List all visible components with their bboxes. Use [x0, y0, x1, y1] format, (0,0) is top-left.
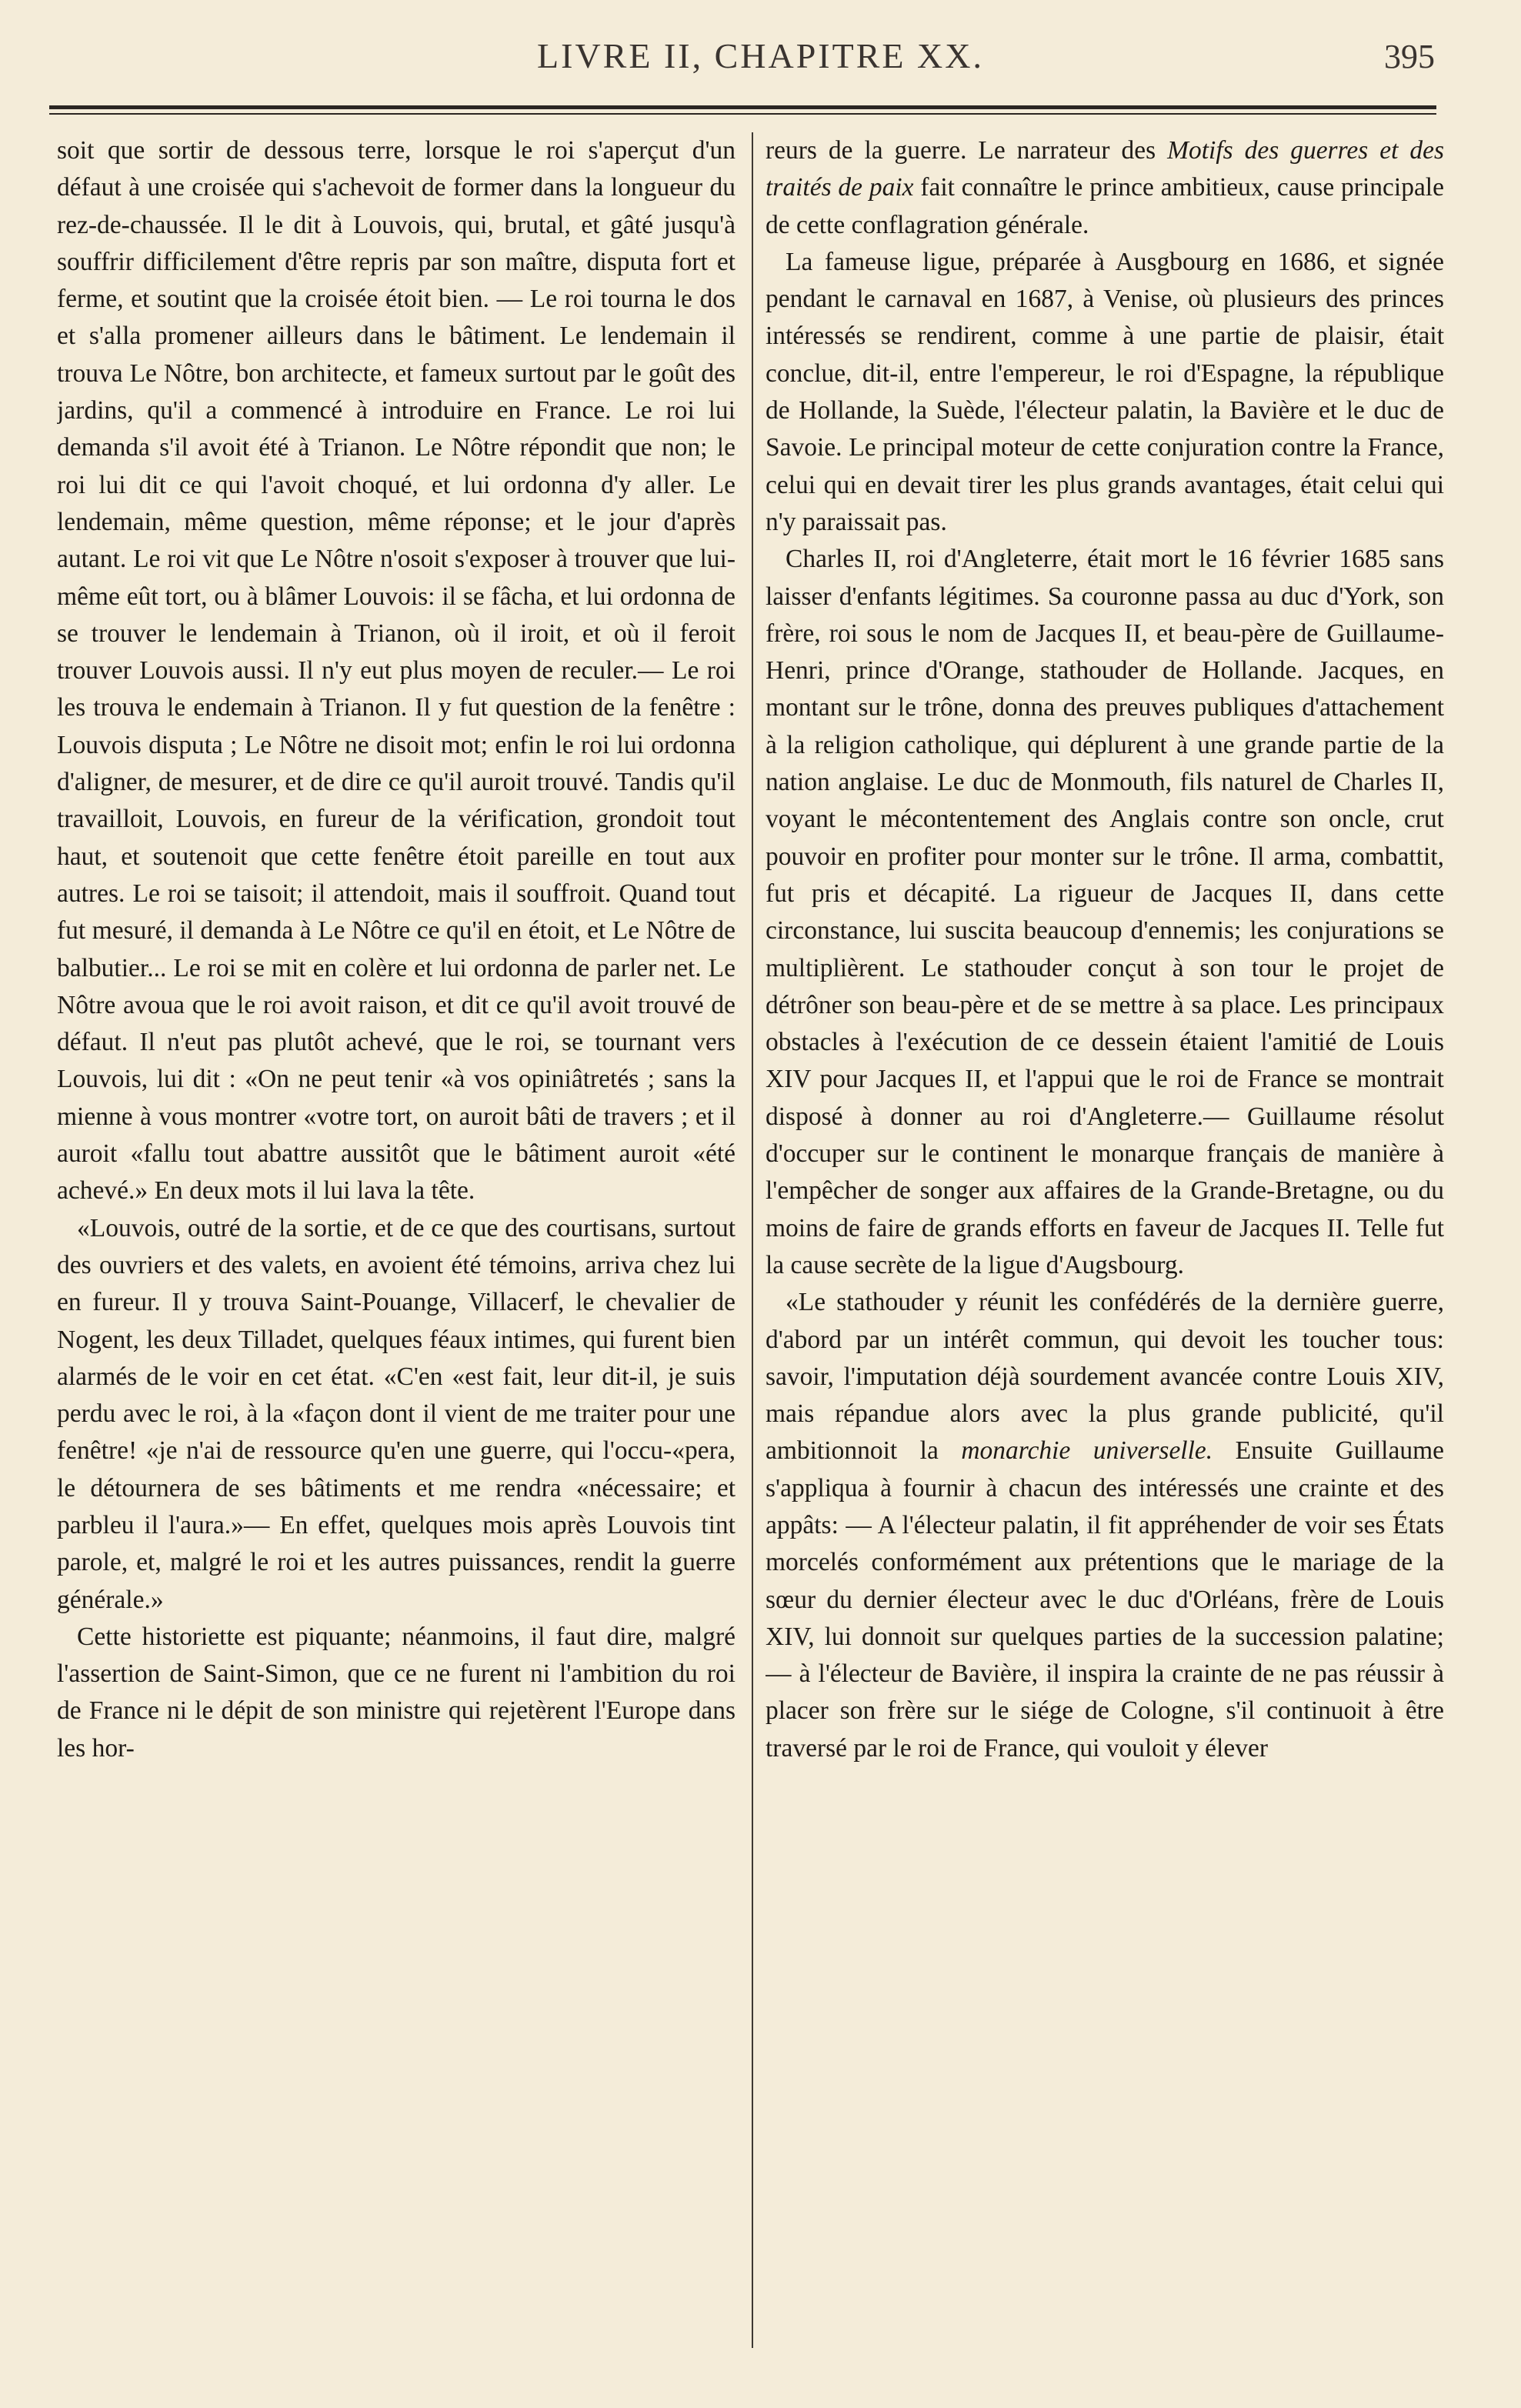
running-title: LIVRE II, CHAPITRE XX. [537, 36, 984, 75]
right-paragraph-3: Charles II, roi d'Angleterre, était mort le 16 février 1685 sans laisser d'enfants légitimes. Sa couronne passa au duc d'York, son frère, roi sous le nom de Jacques II, et beau-père de Guillaume-Henri, prince d'Orange, stathouder de Hollande. Jacques, en montant sur le trône, donna des preuves publiques d'attachement à la religion catholique, qui déplurent à une grande partie de la nation anglaise. Le duc de Monmouth, fils naturel de Charles II, voyant le mécontentement des Anglais contre son oncle, crut pouvoir en profiter pour monter sur le trône. Il arma, combattit, fut pris et décapité. La rigueur de Jacques II, dans cette circonstance, lui suscita beaucoup d'ennemis; les conjurations se multiplièrent. Le stathouder conçut à son tour le projet de détrôner son beau-père et de se mettre à sa place. Les principaux obstacles à l'exécution de ce dessein étaient l'amitié de Louis XIV pour Jacques II, et l'appui que le roi de France se montrait disposé à donner au roi d'Angleterre.— Guillaume résolut d'occuper sur le continent le monarque français de manière à l'empêcher de songer aux affaires de la Grande-Bretagne, ou du moins de faire de grands efforts en faveur de Jacques II. Telle fut la cause secrète de la ligue d'Augsbourg. [766, 545, 1444, 1279]
monarchie-italic: monarchie universelle. [961, 1436, 1213, 1466]
header-rule-thick [49, 105, 1436, 109]
right-paragraph-4 [766, 1284, 1444, 1767]
right-paragraph-1-text-a: reurs de la guerre. Le narrateur des [766, 136, 1168, 165]
right-paragraph-4-text-b: Ensuite Guillaume s'appliqua à fournir à chacun des intéressés une crainte et des appâts: — A l'électeur palatin, il fit appréhender de voir ses États morcelés conformément aux prétentions que le mariage de la sœur du dernier électeur avec le duc d'Orléans, frère de Louis XIV, lui donnoit sur quelques parties de la succession palatine; — à l'électeur de Bavière, il inspira la crainte de ne pas réussir à placer son frère sur le siége de Cologne, s'il continuoit à être traversé par le roi de France, qui vouloit y élever [766, 1436, 1444, 1763]
left-paragraph-3: Cette historiette est piquante; néanmoins, il faut dire, malgré l'assertion de Saint-Simon, que ce ne furent ni l'ambition du roi de France ni le dépit de son ministre qui rejetèrent l'Europe dans les hor- [57, 1622, 735, 1763]
page-header [0, 29, 1521, 91]
header-rule-thin [49, 113, 1436, 115]
left-paragraph-1: soit que sortir de dessous terre, lorsque le roi s'aperçut d'un défaut à une croisée qui s'achevoit de former dans la longueur du rez-de-chaussée. Il le dit à Louvois, qui, brutal, et gâté jusqu'à souffrir difficilement d'être repris par son maître, disputa fort et ferme, et soutint que la croisée étoit bien. — Le roi tourna le dos et s'alla promener ailleurs dans le bâtiment. Le lendemain il trouva Le Nôtre, bon architecte, et fameux surtout par le goût des jardins, qu'il a commencé à introduire en France. Le roi lui demanda s'il avoit été à Trianon. Le Nôtre répondit que non; le roi lui dit ce qui l'avoit choqué, et lui ordonna d'y aller. Le lendemain, même question, même réponse; et le jour d'après autant. Le roi vit que Le Nôtre n'osoit s'exposer à trouver que lui-même eût tort, ou à blâmer Louvois: il se fâcha, et lui ordonna de se trouver le lendemain à Trianon, où il iroit, et où il feroit trouver Louvois aussi. Il n'y eut plus moyen de reculer.— Le roi les trouva le endemain à Trianon. Il y fut question de la fenêtre : Louvois disputa ; Le Nôtre ne disoit mot; enfin le roi lui ordonna d'aligner, de mesurer, et de dire ce qu'il auroit trouvé. Tandis qu'il travailloit, Louvois, en fureur de la vérification, grondoit tout haut, et soutenoit que cette fenêtre étoit pareille en tout aux autres. Le roi se taisoit; il attendoit, mais il souffroit. Quand tout fut mesuré, il demanda à Le Nôtre ce qu'il en étoit, et Le Nôtre de balbutier... Le roi se mit en colère et lui ordonna de parler net. Le Nôtre avoua que le roi avoit raison, et dit ce qu'il avoit trouvé de défaut. Il n'eut pas plutôt achevé, que le roi, se tournant vers Louvois, lui dit : «On ne peut tenir «à vos opiniâtretés ; sans la mienne à vous montrer «votre tort, on auroit bâti de travers ; et il auroit «fallu tout abattre aussitôt que le bâtiment auroit «été achevé.» En deux mots il lui lava la tête. [57, 136, 735, 1206]
right-paragraph-2: La fameuse ligue, préparée à Ausgbourg en 1686, et signée pendant le carnaval en 1687, à Venise, où plusieurs des princes intéressés se rendirent, comme à une partie de plaisir, était conclue, dit-il, entre l'empereur, le roi d'Espagne, la république de Hollande, la Suède, l'électeur palatin, la Bavière et le duc de Savoie. Le principal moteur de cette conjuration contre la France, celui qui en devait tirer les plus grands avantages, était celui qui n'y paraissait pas. [766, 247, 1444, 536]
left-column [57, 132, 735, 2386]
page-number: 395 [1384, 38, 1435, 75]
right-column [766, 132, 1444, 2386]
right-paragraph-1 [766, 132, 1444, 244]
right-paragraph-1-text-b: fait connaître le prince ambitieux, cause principale de cette conflagration générale. [766, 173, 1444, 239]
left-paragraph-2: «Louvois, outré de la sortie, et de ce que des courtisans, surtout des ouvriers et des valets, en avoient été témoins, arriva chez lui en fureur. Il y trouva Saint-Pouange, Villacerf, le chevalier de Nogent, les deux Tilladet, quelques féaux intimes, qui furent bien alarmés de le voir en cet état. «C'en «est fait, leur dit-il, je suis perdu avec le roi, à la «façon dont il vient de me traiter pour une fenêtre! «je n'ai de ressource qu'en une guerre, qui l'occu-«pera, le détournera de ses bâtiments et me rendra «nécessaire; et parbleu il l'aura.»— En effet, quelques mois après Louvois tint parole, et, malgré le roi et les autres puissances, rendit la guerre générale.» [57, 1213, 735, 1614]
column-divider [752, 132, 753, 2348]
book-title-italic: Motifs des guerres et des traités de paix [766, 136, 1444, 202]
right-paragraph-4-text-a: «Le stathouder y réunit les confédérés de la dernière guerre, d'abord par un intérêt commun, qui devoit les toucher tous: savoir, l'imputation déjà sourdement avancée contre Louis XIV, mais répandue alors avec la plus grande publicité, qu'il ambitionnoit la [766, 1288, 1444, 1466]
